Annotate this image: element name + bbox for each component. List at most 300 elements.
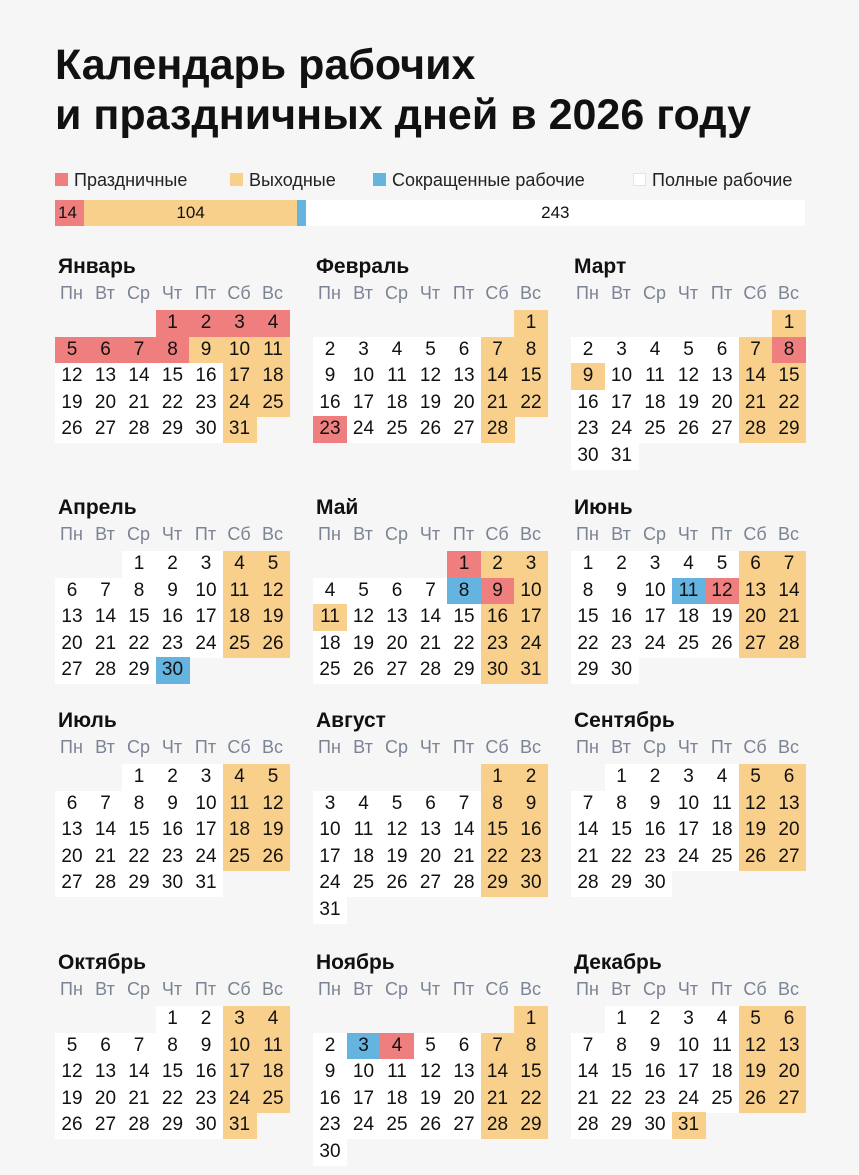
day-cell: 2 [605, 551, 639, 578]
day-cell: 18 [380, 1086, 414, 1113]
weekday-label: Пт [194, 737, 217, 757]
day-cell: 30 [638, 870, 672, 897]
day-cell: 26 [672, 416, 706, 443]
day-cell: 14 [481, 1059, 515, 1086]
day-cell: 17 [672, 1059, 706, 1086]
day-cell: 30 [156, 657, 190, 684]
day-cell: 12 [256, 791, 290, 818]
day-cell: 8 [447, 578, 481, 605]
day-cell: 2 [189, 1006, 223, 1033]
day-cell: 28 [772, 631, 806, 658]
day-cell: 30 [481, 657, 515, 684]
weekday-label: Вт [95, 979, 115, 999]
day-cell: 23 [638, 1086, 672, 1113]
day-cell: 6 [772, 764, 806, 791]
day-cell: 5 [672, 337, 706, 364]
day-cell: 2 [571, 337, 605, 364]
month-name: Октябрь [58, 951, 147, 974]
day-cell: 20 [55, 844, 89, 871]
weekday-label: Чт [419, 283, 441, 303]
day-cell: 23 [189, 1086, 223, 1113]
day-cell: 7 [772, 551, 806, 578]
day-cell: 13 [447, 363, 481, 390]
day-cell: 14 [414, 604, 448, 631]
day-cell: 5 [55, 1033, 89, 1060]
day-cell: 6 [89, 337, 123, 364]
weekday-label: Сб [485, 737, 509, 757]
day-cell: 6 [89, 1033, 123, 1060]
day-cell: 24 [514, 631, 548, 658]
weekday-label: Ср [384, 283, 408, 303]
day-cell: 21 [122, 390, 156, 417]
day-cell: 2 [313, 337, 347, 364]
day-cell: 11 [313, 604, 347, 631]
day-cell: 15 [122, 604, 156, 631]
weekday-label: Вт [95, 283, 115, 303]
day-cell: 27 [447, 416, 481, 443]
day-cell: 12 [55, 1059, 89, 1086]
day-cell: 22 [122, 844, 156, 871]
day-cell: 17 [605, 390, 639, 417]
day-cell: 30 [571, 443, 605, 470]
day-cell: 16 [156, 817, 190, 844]
day-cell: 16 [481, 604, 515, 631]
day-cell: 25 [256, 390, 290, 417]
day-cell: 10 [672, 791, 706, 818]
day-cell: 18 [256, 1059, 290, 1086]
day-cell: 26 [55, 1112, 89, 1139]
day-cell: 8 [122, 791, 156, 818]
day-cell: 21 [772, 604, 806, 631]
day-cell: 14 [122, 1059, 156, 1086]
day-cell: 3 [514, 551, 548, 578]
day-cell: 29 [605, 1112, 639, 1139]
weekday-label: Пн [60, 737, 83, 757]
day-cell: 30 [605, 657, 639, 684]
day-cell: 13 [89, 363, 123, 390]
day-cell: 20 [772, 1059, 806, 1086]
weekday-label: Ср [642, 979, 666, 999]
day-cell: 24 [189, 631, 223, 658]
day-cell: 8 [122, 578, 156, 605]
day-cell: 10 [189, 791, 223, 818]
day-cell: 7 [571, 1033, 605, 1060]
day-cell: 20 [380, 631, 414, 658]
weekday-label: Пт [710, 283, 733, 303]
day-cell: 16 [605, 604, 639, 631]
day-cell: 22 [571, 631, 605, 658]
day-cell: 24 [313, 870, 347, 897]
day-cell: 25 [223, 631, 257, 658]
weekday-label: Чт [419, 524, 441, 544]
day-cell: 1 [605, 1006, 639, 1033]
day-cell: 1 [122, 764, 156, 791]
day-cell: 13 [447, 1059, 481, 1086]
day-cell: 8 [156, 1033, 190, 1060]
day-cell: 28 [739, 416, 773, 443]
day-cell: 27 [380, 657, 414, 684]
day-cell: 10 [223, 1033, 257, 1060]
day-cell: 13 [739, 578, 773, 605]
day-cell: 30 [514, 870, 548, 897]
weekday-label: Сб [485, 979, 509, 999]
day-cell: 2 [189, 310, 223, 337]
weekday-label: Ср [642, 737, 666, 757]
weekday-label: Пн [318, 979, 341, 999]
day-cell: 25 [380, 1112, 414, 1139]
day-cell: 15 [447, 604, 481, 631]
day-cell: 28 [481, 1112, 515, 1139]
day-cell: 13 [55, 604, 89, 631]
day-cell: 10 [223, 337, 257, 364]
total-value-working: 243 [541, 203, 570, 222]
weekday-label: Сб [485, 283, 509, 303]
day-cell: 7 [481, 337, 515, 364]
legend-label: Праздничные [74, 170, 188, 190]
total-segment-short [297, 200, 305, 226]
day-cell: 9 [156, 791, 190, 818]
day-cell: 4 [256, 1006, 290, 1033]
day-cell: 10 [347, 363, 381, 390]
day-cell: 24 [347, 1112, 381, 1139]
day-cell: 6 [739, 551, 773, 578]
day-cell: 21 [89, 844, 123, 871]
month-name: Май [316, 496, 359, 519]
day-cell: 11 [380, 1059, 414, 1086]
day-cell: 2 [638, 764, 672, 791]
day-cell: 12 [380, 817, 414, 844]
legend-swatch-weekend [230, 173, 243, 186]
day-cell: 8 [571, 578, 605, 605]
weekday-label: Вт [353, 979, 373, 999]
weekday-label: Пт [194, 979, 217, 999]
weekday-label: Чт [677, 979, 699, 999]
day-cell: 11 [380, 363, 414, 390]
day-cell: 25 [638, 416, 672, 443]
day-cell: 3 [223, 310, 257, 337]
day-cell: 9 [156, 578, 190, 605]
day-cell: 29 [122, 870, 156, 897]
day-cell: 25 [347, 870, 381, 897]
weekday-label: Пн [60, 979, 83, 999]
day-cell: 6 [772, 1006, 806, 1033]
legend-label: Полные рабочие [652, 170, 793, 190]
day-cell: 26 [55, 416, 89, 443]
day-cell: 27 [739, 631, 773, 658]
day-cell: 1 [605, 764, 639, 791]
day-cell: 20 [447, 390, 481, 417]
day-cell: 1 [514, 310, 548, 337]
day-cell: 21 [739, 390, 773, 417]
day-cell: 20 [772, 817, 806, 844]
day-cell: 4 [672, 551, 706, 578]
day-cell: 1 [447, 551, 481, 578]
weekday-label: Ср [126, 737, 150, 757]
day-cell: 14 [89, 817, 123, 844]
weekday-label: Пт [452, 524, 475, 544]
day-cell: 19 [739, 817, 773, 844]
day-cell: 4 [705, 764, 739, 791]
day-cell: 25 [313, 657, 347, 684]
day-cell: 9 [571, 363, 605, 390]
day-cell: 9 [638, 791, 672, 818]
day-cell: 6 [447, 337, 481, 364]
day-cell: 9 [313, 1059, 347, 1086]
day-cell: 29 [772, 416, 806, 443]
weekday-label: Пн [318, 283, 341, 303]
weekday-label: Вт [611, 283, 631, 303]
day-cell: 7 [122, 1033, 156, 1060]
day-cell: 12 [672, 363, 706, 390]
day-cell: 20 [55, 631, 89, 658]
day-cell: 14 [571, 1059, 605, 1086]
day-cell: 19 [414, 390, 448, 417]
month-name: Декабрь [574, 951, 662, 974]
day-cell: 18 [256, 363, 290, 390]
weekday-label: Вс [519, 524, 541, 544]
weekday-label: Ср [642, 524, 666, 544]
weekday-label: Сб [485, 524, 509, 544]
legend-swatch-working [633, 173, 646, 186]
day-cell: 14 [481, 363, 515, 390]
weekday-label: Пн [318, 524, 341, 544]
weekday-label: Чт [161, 283, 183, 303]
day-cell: 11 [705, 1033, 739, 1060]
day-cell: 17 [189, 604, 223, 631]
day-cell: 21 [122, 1086, 156, 1113]
day-cell: 22 [605, 1086, 639, 1113]
day-cell: 27 [414, 870, 448, 897]
day-cell: 26 [739, 1086, 773, 1113]
day-cell: 18 [672, 604, 706, 631]
day-cell: 27 [55, 657, 89, 684]
day-cell: 17 [223, 1059, 257, 1086]
day-cell: 21 [481, 1086, 515, 1113]
month-name: Февраль [316, 255, 410, 278]
day-cell: 15 [514, 363, 548, 390]
month-name: Июль [58, 709, 117, 732]
day-cell: 3 [672, 764, 706, 791]
day-cell: 3 [638, 551, 672, 578]
day-cell: 10 [638, 578, 672, 605]
weekday-label: Сб [743, 979, 767, 999]
day-cell: 7 [414, 578, 448, 605]
day-cell: 7 [89, 578, 123, 605]
day-cell: 18 [223, 817, 257, 844]
day-cell: 7 [89, 791, 123, 818]
weekday-label: Пт [452, 737, 475, 757]
day-cell: 8 [605, 791, 639, 818]
day-cell: 22 [122, 631, 156, 658]
day-cell: 24 [605, 416, 639, 443]
weekday-label: Пн [576, 737, 599, 757]
day-cell: 22 [156, 390, 190, 417]
day-cell: 23 [638, 844, 672, 871]
day-cell: 31 [223, 1112, 257, 1139]
day-cell: 24 [672, 844, 706, 871]
day-cell: 16 [313, 1086, 347, 1113]
day-cell: 26 [414, 416, 448, 443]
day-cell: 3 [313, 791, 347, 818]
day-cell: 9 [189, 1033, 223, 1060]
day-cell: 5 [414, 1033, 448, 1060]
day-cell: 27 [447, 1112, 481, 1139]
weekday-label: Ср [642, 283, 666, 303]
day-cell: 25 [256, 1086, 290, 1113]
day-cell: 27 [772, 844, 806, 871]
day-cell: 19 [414, 1086, 448, 1113]
day-cell: 5 [347, 578, 381, 605]
weekday-label: Вт [353, 737, 373, 757]
weekday-label: Пт [452, 979, 475, 999]
day-cell: 5 [739, 1006, 773, 1033]
day-cell: 11 [705, 791, 739, 818]
month-name: Март [574, 255, 627, 278]
day-cell: 27 [55, 870, 89, 897]
day-cell: 15 [605, 817, 639, 844]
day-cell: 9 [514, 791, 548, 818]
weekday-label: Ср [384, 737, 408, 757]
weekday-label: Чт [161, 524, 183, 544]
month-name: Сентябрь [574, 709, 675, 732]
page-title [55, 40, 751, 140]
day-cell: 30 [189, 1112, 223, 1139]
day-cell: 5 [256, 764, 290, 791]
day-cell: 2 [313, 1033, 347, 1060]
weekday-label: Чт [419, 979, 441, 999]
day-cell: 7 [571, 791, 605, 818]
day-cell: 18 [223, 604, 257, 631]
day-cell: 23 [605, 631, 639, 658]
day-cell: 28 [447, 870, 481, 897]
day-cell: 1 [122, 551, 156, 578]
day-cell: 29 [156, 416, 190, 443]
day-cell: 15 [772, 363, 806, 390]
weekday-label: Пн [318, 737, 341, 757]
day-cell: 26 [256, 844, 290, 871]
day-cell: 30 [638, 1112, 672, 1139]
day-cell: 17 [313, 844, 347, 871]
day-cell: 20 [739, 604, 773, 631]
day-cell: 16 [514, 817, 548, 844]
weekday-label: Сб [743, 737, 767, 757]
day-cell: 16 [189, 1059, 223, 1086]
day-cell: 17 [189, 817, 223, 844]
day-cell: 5 [705, 551, 739, 578]
day-cell: 2 [156, 551, 190, 578]
day-cell: 3 [189, 764, 223, 791]
day-cell: 1 [156, 1006, 190, 1033]
day-cell: 17 [223, 363, 257, 390]
day-cell: 15 [605, 1059, 639, 1086]
day-cell: 11 [672, 578, 706, 605]
weekday-label: Вт [611, 979, 631, 999]
day-cell: 31 [514, 657, 548, 684]
weekday-label: Пн [60, 524, 83, 544]
weekday-label: Вс [777, 737, 799, 757]
day-cell: 21 [571, 1086, 605, 1113]
day-cell: 29 [605, 870, 639, 897]
day-cell: 27 [705, 416, 739, 443]
day-cell: 12 [256, 578, 290, 605]
day-cell: 24 [223, 1086, 257, 1113]
day-cell: 14 [122, 363, 156, 390]
day-cell: 25 [380, 416, 414, 443]
day-cell: 28 [122, 1112, 156, 1139]
day-cell: 8 [156, 337, 190, 364]
weekday-label: Чт [677, 737, 699, 757]
weekday-label: Сб [227, 979, 251, 999]
day-cell: 25 [672, 631, 706, 658]
day-cell: 3 [189, 551, 223, 578]
legend-swatch-holiday [55, 173, 68, 186]
day-cell: 20 [414, 844, 448, 871]
day-cell: 29 [122, 657, 156, 684]
day-cell: 10 [313, 817, 347, 844]
day-cell: 16 [638, 1059, 672, 1086]
day-cell: 26 [414, 1112, 448, 1139]
day-cell: 11 [223, 791, 257, 818]
day-cell: 12 [347, 604, 381, 631]
day-cell: 2 [481, 551, 515, 578]
day-cell: 28 [89, 870, 123, 897]
day-cell: 27 [89, 1112, 123, 1139]
day-cell: 28 [571, 870, 605, 897]
day-cell: 12 [739, 1033, 773, 1060]
day-cell: 10 [672, 1033, 706, 1060]
weekday-label: Вт [611, 524, 631, 544]
day-cell: 19 [347, 631, 381, 658]
day-cell: 2 [638, 1006, 672, 1033]
day-cell: 12 [739, 791, 773, 818]
day-cell: 10 [514, 578, 548, 605]
day-cell: 23 [514, 844, 548, 871]
day-cell: 28 [414, 657, 448, 684]
day-cell: 1 [772, 310, 806, 337]
day-cell: 24 [189, 844, 223, 871]
day-cell: 21 [571, 844, 605, 871]
day-cell: 30 [313, 1139, 347, 1166]
day-cell: 3 [347, 337, 381, 364]
weekday-label: Чт [677, 524, 699, 544]
day-cell: 23 [156, 844, 190, 871]
day-cell: 29 [481, 870, 515, 897]
weekday-label: Сб [227, 737, 251, 757]
weekday-label: Вс [261, 737, 283, 757]
day-cell: 4 [313, 578, 347, 605]
weekday-label: Пт [710, 737, 733, 757]
day-cell: 6 [55, 578, 89, 605]
weekday-label: Чт [677, 283, 699, 303]
weekday-label: Вс [777, 979, 799, 999]
month-name: Январь [58, 255, 136, 278]
day-cell: 11 [638, 363, 672, 390]
weekday-label: Вт [95, 737, 115, 757]
month-name: Август [316, 709, 386, 732]
day-cell: 1 [571, 551, 605, 578]
day-cell: 14 [447, 817, 481, 844]
day-cell: 31 [223, 416, 257, 443]
day-cell: 18 [380, 390, 414, 417]
day-cell: 4 [347, 791, 381, 818]
day-cell: 26 [380, 870, 414, 897]
day-cell: 19 [705, 604, 739, 631]
day-cell: 13 [380, 604, 414, 631]
day-cell: 9 [313, 363, 347, 390]
day-cell: 15 [156, 363, 190, 390]
day-cell: 18 [313, 631, 347, 658]
day-cell: 19 [55, 1086, 89, 1113]
